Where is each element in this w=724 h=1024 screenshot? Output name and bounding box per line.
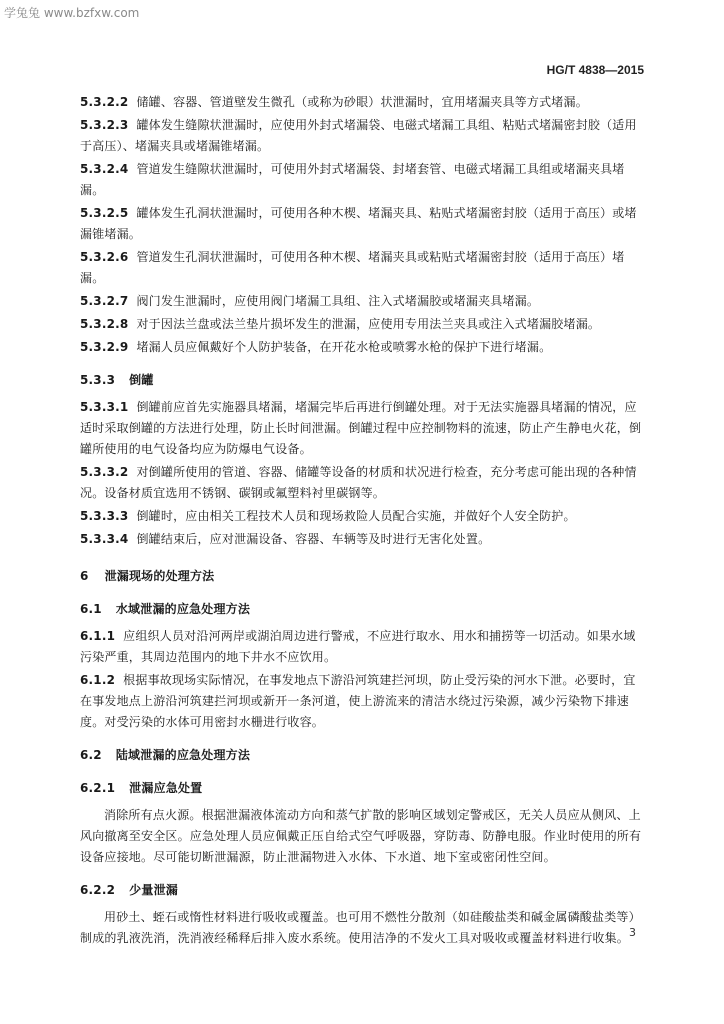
heading-6-2: 6.2 陆域泄漏的应急处理方法 [80,748,251,762]
paragraph-6-2-1: 消除所有点火源。根据泄漏液体流动方向和蒸气扩散的影响区域划定警戒区，无关人员应从侧风、上风向撤离至安全区。应急处理人员应佩戴正压自给式空气呼吸器，穿防毒、防静电服。作业时使用的所有设备应接地。尽可能切断泄漏源，防止泄漏物进入水体、下水道、地下室或密闭性空间。 [80,808,642,864]
clause-5-3-3-4: 5.3.3.4 倒罐结束后，应对泄漏设备、容器、车辆等及时进行无害化处置。 [80,532,491,546]
clause-6-1-1: 6.1.1 应组织人员对沿河两岸或湖泊周边进行警戒，不应进行取水、用水和捕捞等一切活动。如果水域污染严重，其周边范围内的地下井水不应饮用。 [80,629,636,664]
clause-5-3-2-4: 5.3.2.4 管道发生缝隙状泄漏时，可使用外封式堵漏袋、封堵套管、电磁式堵漏工具组或堵漏夹具堵漏。 [80,162,625,197]
clause-5-3-2-9: 5.3.2.9 堵漏人员应佩戴好个人防护装备，在开花水枪或喷雾水枪的保护下进行堵漏。 [80,340,552,354]
clause-5-3-3-1: 5.3.3.1 倒罐前应首先实施器具堵漏，堵漏完毕后再进行倒罐处理。对于无法实施器具堵漏的情况，应适时采取倒罐的方法进行处理，防止长时间泄漏。倒罐过程中应控制物料的流速，防止产生静电火花，倒罐所使用的电气设备均应为防爆电气设备。 [80,400,642,456]
paragraph-6-2-2: 用砂土、蛭石或惰性材料进行吸收或覆盖。也可用不燃性分散剂（如硅酸盐类和碱金属磷酸盐类等）制成的乳液洗消，洗消液经稀释后排入废水系统。使用洁净的不发火工具对吸收或覆盖材料进行收集。 [80,910,641,945]
clause-5-3-2-7: 5.3.2.7 阀门发生泄漏时，应使用阀门堵漏工具组、注入式堵漏胶或堵漏夹具堵漏。 [80,294,540,308]
document-code: HG/T 4838—2015 [546,63,644,77]
heading-5-3-3: 5.3.3 倒罐 [80,373,154,387]
clause-5-3-2-3: 5.3.2.3 罐体发生缝隙状泄漏时，应使用外封式堵漏袋、电磁式堵漏工具组、粘贴式堵漏密封胶（适用于高压）、堵漏夹具或堵漏锥堵漏。 [80,118,637,153]
heading-6-2-2: 6.2.2 少量泄漏 [80,883,178,897]
heading-6-1: 6.1 水域泄漏的应急处理方法 [80,602,251,616]
clause-5-3-3-3: 5.3.3.3 倒罐时，应由相关工程技术人员和现场救险人员配合实施，并做好个人安全防护。 [80,509,576,523]
clause-6-1-2: 6.1.2 根据事故现场实际情况，在事发地点下游沿河筑建拦河坝，防止受污染的河水下泄。必要时，宜在事发地点上游沿河筑建拦河坝或新开一条河道，使上游流来的清洁水绕过污染源，减少污染物下排速度。对受污染的水体可用密封水栅进行收容。 [80,673,636,729]
document-body [80,92,646,951]
clause-5-3-2-8: 5.3.2.8 对于因法兰盘或法兰垫片损坏发生的泄漏，应使用专用法兰夹具或注入式堵漏胶堵漏。 [80,317,601,331]
clause-5-3-2-5: 5.3.2.5 罐体发生孔洞状泄漏时，可使用各种木楔、堵漏夹具、粘贴式堵漏密封胶（适用于高压）或堵漏锥堵漏。 [80,206,637,241]
chapter-6-title: 6 泄漏现场的处理方法 [80,569,215,583]
heading-6-2-1: 6.2.1 泄漏应急处置 [80,781,203,795]
clause-5-3-2-6: 5.3.2.6 管道发生孔洞状泄漏时，可使用各种木楔、堵漏夹具或粘贴式堵漏密封胶（适用于高压）堵漏。 [80,250,625,285]
clause-5-3-3-2: 5.3.3.2 对倒罐所使用的管道、容器、储罐等设备的材质和状况进行检查，充分考虑可能出现的各种情况。设备材质宜选用不锈钢、碳钢或氟塑料衬里碳钢等。 [80,465,637,500]
page-number: 3 [629,926,636,939]
clause-5-3-2-2: 5.3.2.2 储罐、容器、管道壁发生微孔（或称为砂眼）状泄漏时，宜用堵漏夹具等方式堵漏。 [80,95,588,109]
watermark-text: 学兔兔 www.bzfxw.com [4,6,140,20]
